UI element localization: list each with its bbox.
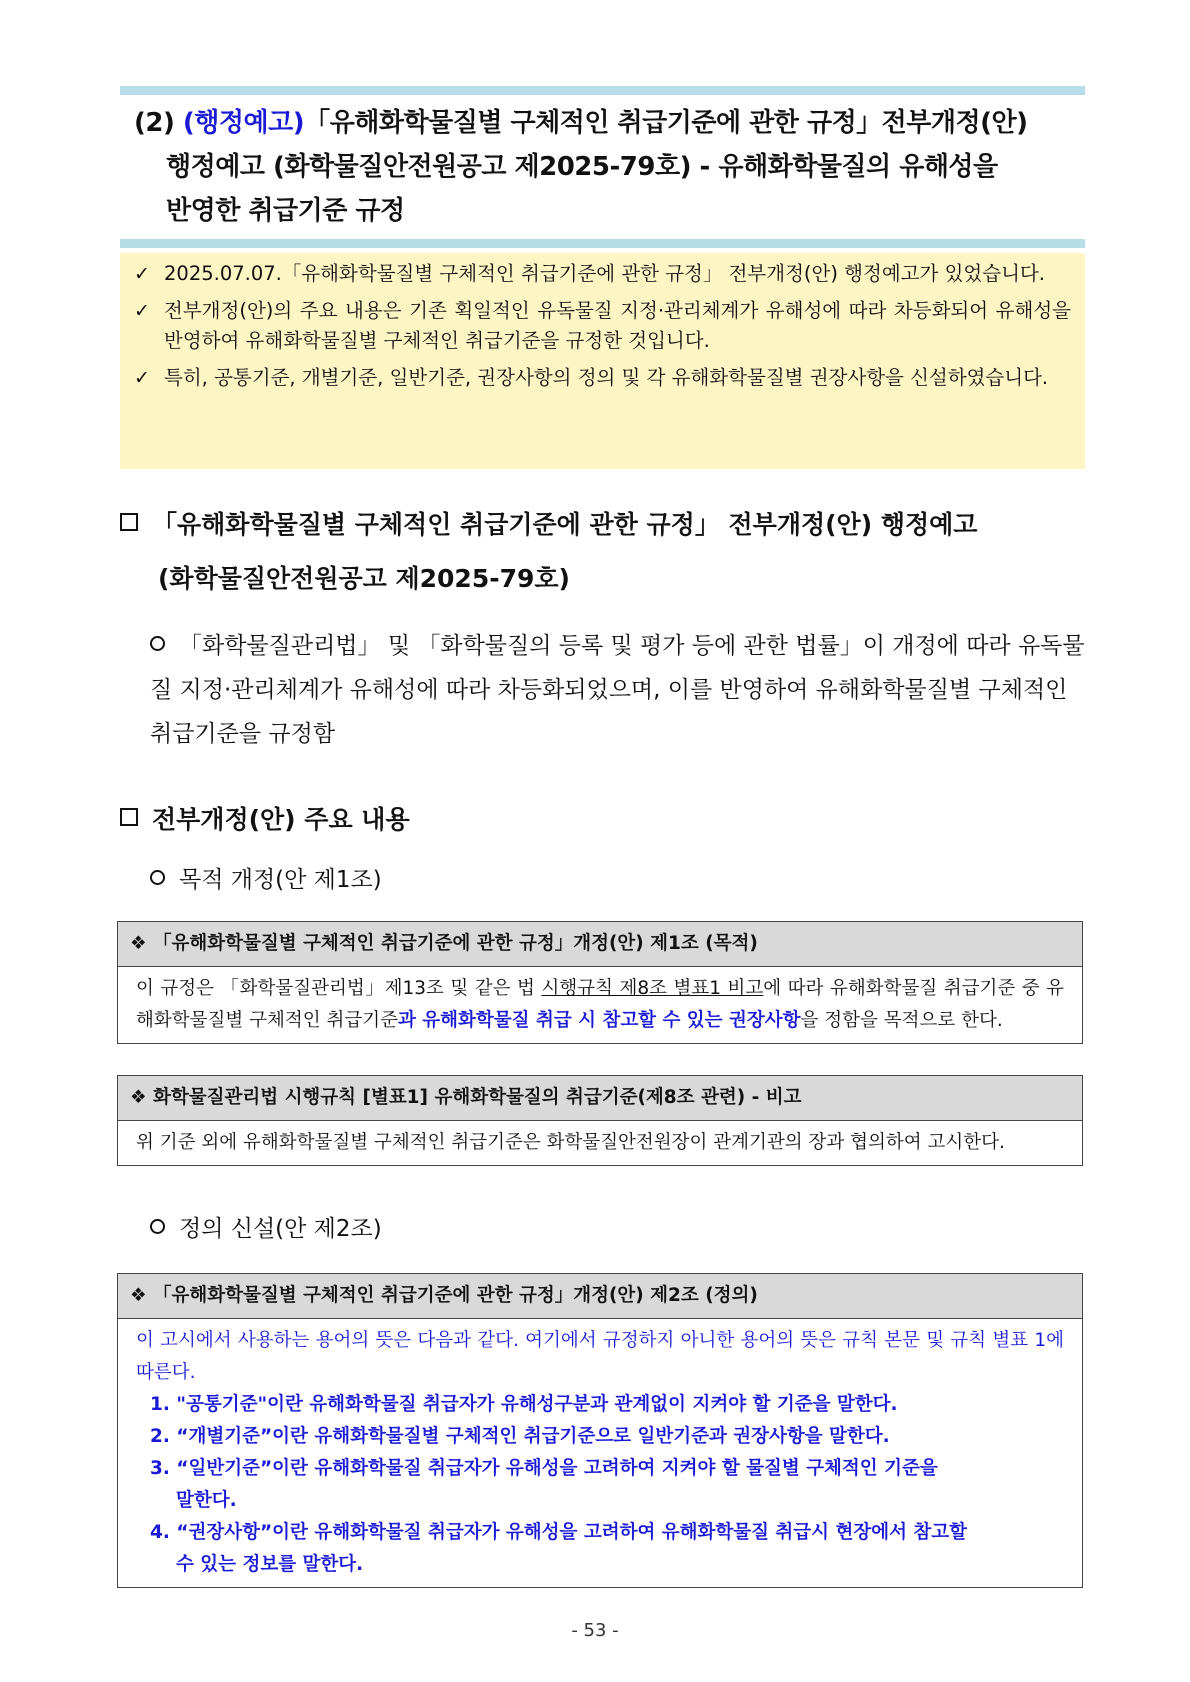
article1-box-header: ❖ 「유해화학물질별 구체적인 취급기준에 관한 규정」개정(안) 제1조 (목적) (118, 922, 1082, 967)
article1-text: 이 규정은 「화학물질관리법」제13조 및 같은 법 (136, 978, 542, 999)
annex-note-header: ❖ 화학물질관리법 시행규칙 [별표1] 유해화학물질의 취급기준(제8조 관련) - 비고 (118, 1076, 1082, 1121)
title-block (120, 86, 1085, 248)
definition-item: 2. “개별기준”이란 유해화학물질별 구체적인 취급기준으로 일반기준과 권장사항을 말한다. (150, 1426, 890, 1447)
summary-item (134, 363, 1071, 393)
section1-line2: (화학물질안전원공고 제2025-79호) (158, 564, 570, 593)
title-line2: 행정예고 (화학물질안전원공고 제2025-79호) - 유해화학물질의 유해성을 (166, 152, 998, 182)
section-heading-1 (120, 498, 1090, 606)
section1-line1: 「유해화학물질별 구체적인 취급기준에 관한 규정」 전부개정(안) 행정예고 (152, 510, 978, 539)
circle-bullet-icon (150, 636, 165, 651)
definition-text: 3. “일반기준”이란 유해화학물질 취급자가 유해성을 고려하여 지켜야 할 물질별 구체적인 기준을 (150, 1458, 938, 1479)
article1-emphasis: 과 유해화학물질 취급 시 참고할 수 있는 권장사항 (397, 1010, 801, 1031)
section1-bullet-text: 「화학물질관리법」 및 「화학물질의 등록 및 평가 등에 관한 법률」이 개정에 따라 유독물질 지정·관리체계가 유해성에 따라 차등화되었으며, 이를 반영하여 유해화학물질별 구체적인 취급기준을 규정함 (150, 633, 1085, 747)
check-icon: ✓ (134, 263, 150, 285)
title-number: (2) (134, 108, 183, 138)
section2-bullet-1 (150, 858, 1085, 902)
title-bottom-rule (120, 239, 1085, 248)
circle-bullet-icon (150, 1219, 165, 1234)
definition-item: 1. "공통기준"이란 유해화학물질 취급자가 유해성구분과 관계없이 지켜야 할 기준을 말한다. (150, 1394, 898, 1415)
annex-note-box (117, 1075, 1083, 1166)
definition-text: 수 있는 정보를 말한다. (176, 1554, 364, 1575)
summary-item (134, 259, 1071, 289)
section2-item2-text: 정의 신설(안 제2조) (179, 1216, 382, 1242)
definition-item (136, 1517, 1064, 1581)
circle-bullet-icon (150, 870, 165, 885)
title-line3: 반영한 취급기준 규정 (166, 196, 405, 226)
summary-text: 전부개정(안)의 주요 내용은 기존 획일적인 유독물질 지정·관리체계가 유해성에 따라 차등화되어 유해성을 반영하여 유해화학물질별 구체적인 취급기준을 규정한 것입니다. (164, 299, 1072, 352)
section-heading-2 (120, 793, 1090, 847)
check-icon: ✓ (134, 300, 150, 322)
document-title (120, 95, 1085, 239)
article1-text: 을 정함을 목적으로 한다. (800, 1010, 1003, 1031)
page-number: - 53 - (571, 1620, 619, 1641)
article1-underlined-ref: 시행규칙 제8조 별표1 비고 (541, 978, 764, 999)
title-line1: 「유해화학물질별 구체적인 취급기준에 관한 규정」전부개정(안) (304, 108, 1028, 138)
section2-bullet-2 (150, 1207, 1085, 1251)
section2-heading: 전부개정(안) 주요 내용 (152, 805, 410, 834)
section2-item1-text: 목적 개정(안 제1조) (179, 867, 382, 893)
article1-box-body (118, 967, 1082, 1043)
article2-box (117, 1273, 1083, 1588)
annex-note-body: 위 기준 외에 유해화학물질별 구체적인 취급기준은 화학물질안전원장이 관계기관의 장과 협의하여 고시한다. (136, 1132, 1005, 1153)
article1-text: 에 따라 유해화학물질 취급기준 중 유해화학물질별 구체적인 취급기준 (136, 978, 1064, 1031)
section1-bullet (150, 624, 1085, 756)
check-icon: ✓ (134, 367, 150, 389)
summary-text: 2025.07.07.「유해화학물질별 구체적인 취급기준에 관한 규정」 전부개정(안) 행정예고가 있었습니다. (164, 262, 1045, 285)
summary-box (120, 253, 1085, 469)
definition-item (136, 1453, 1064, 1517)
article2-intro: 이 고시에서 사용하는 용어의 뜻은 다음과 같다. 여기에서 규정하지 아니한 용어의 뜻은 규칙 본문 및 규칙 별표 1에 따른다. (136, 1330, 1064, 1383)
article2-box-header: ❖ 「유해화학물질별 구체적인 취급기준에 관한 규정」개정(안) 제2조 (정의) (118, 1274, 1082, 1319)
definition-text: 말한다. (176, 1490, 237, 1511)
summary-item (134, 296, 1071, 356)
article2-box-body (118, 1319, 1082, 1587)
article1-box (117, 921, 1083, 1044)
summary-text: 특히, 공통기준, 개별기준, 일반기준, 권장사항의 정의 및 각 유해화학물질별 권장사항을 신설하였습니다. (164, 366, 1049, 389)
definition-text: 4. “권장사항”이란 유해화학물질 취급자가 유해성을 고려하여 유해화학물질 취급시 현장에서 참고할 (150, 1522, 968, 1543)
title-tag: (행정예고) (182, 108, 305, 138)
checkbox-square-icon (120, 513, 138, 531)
checkbox-square-icon (120, 808, 138, 826)
title-top-rule (120, 86, 1085, 95)
